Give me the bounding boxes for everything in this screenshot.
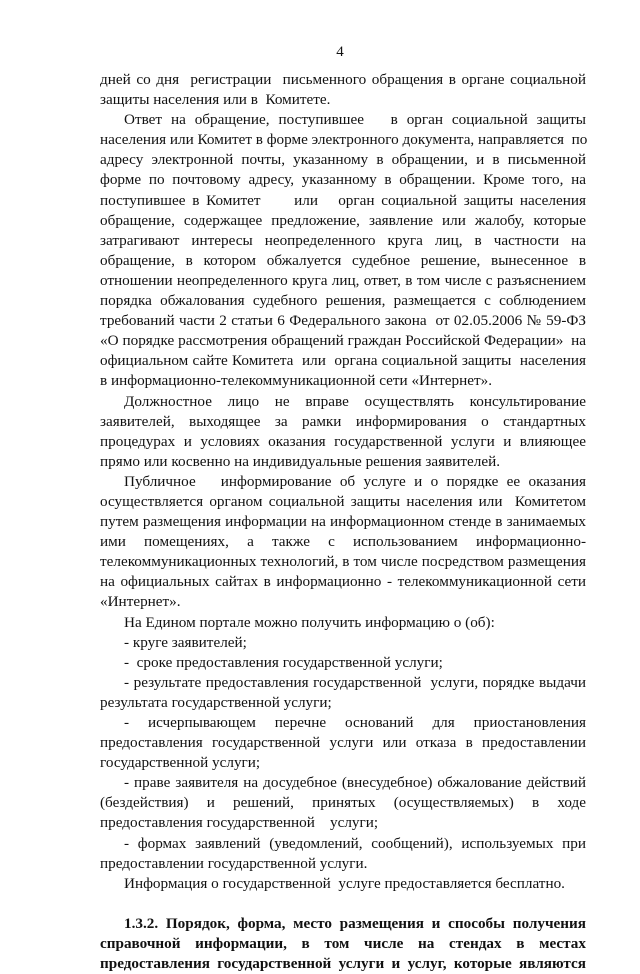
text-line: требований части 2 статьи 6 Федерального закона от 02.05.2006 № 59-ФЗ: [100, 312, 586, 330]
text-line: прямо или косвенно на индивидуальные решения заявителей.: [100, 452, 501, 470]
section-gap: [100, 894, 586, 914]
text-line: предоставления государственной услуги;: [100, 814, 379, 832]
text-line: отношении неопределенного круга лиц, ответ, в том числе с разъяснением: [100, 271, 586, 289]
text-line: - сроке предоставления государственной услуги;: [124, 653, 443, 671]
text-line: 1.3.2. Порядок, форма, место размещения и способы получения: [124, 914, 586, 932]
text-line: государственной услуги;: [100, 754, 261, 772]
text-line: «Интернет».: [100, 593, 181, 611]
text-line: обращение, содержащее предложение, заявление или жалобу, которые: [100, 211, 586, 229]
text-line: предоставления государственной услуги или отказа в предоставлении: [100, 734, 586, 752]
section-heading: [100, 914, 586, 974]
text-line: процедурах и условиях оказания государственной услуги и влияющее: [100, 432, 586, 450]
text-line: справочной информации, в том числе на стендах в местах: [100, 934, 586, 952]
text-line: путем размещения информации на информационном стенде в занимаемых: [100, 513, 586, 531]
text-line: обращение, в котором обжалуется судебное решение, вынесенное в: [100, 251, 586, 269]
text-line: осуществляется органом социальной защиты населения или Комитетом: [100, 492, 586, 510]
text-line: затрагивают интересы неопределенного круга лиц, в частности на: [100, 231, 586, 249]
text-line: Ответ на обращение, поступившее в орган социальной защиты: [124, 111, 586, 129]
body-text: [100, 70, 586, 974]
text-line: ими помещениях, а также с использованием информационно-: [100, 533, 586, 551]
text-line: порядка обжалования судебного решения, размещается с соблюдением: [100, 292, 586, 310]
page-number: 4: [336, 44, 344, 60]
text-line: (бездействия) и решений, принятых (осуществляемых) в ходе: [100, 794, 586, 812]
text-line: результата государственной услуги;: [100, 693, 332, 711]
text-line: На Едином портале можно получить информацию о (об):: [124, 613, 495, 631]
text-line: в информационно-телекоммуникационной сети «Интернет».: [100, 372, 493, 390]
text-line: дней со дня регистрации письменного обращения в органе социальной: [100, 71, 586, 88]
text-line: поступившее в Комитет или орган социальной защиты населения: [100, 191, 586, 209]
text-line: форме по почтовому адресу, указанному в обращении. Кроме того, на: [100, 171, 586, 189]
text-line: адресу электронной почты, указанному в обращении, и в письменной: [100, 151, 586, 169]
text-line: защиты населения или в Комитете.: [100, 91, 331, 109]
text-line: «О порядке рассмотрения обращений граждан Российской Федерации» на: [100, 332, 586, 350]
text-line: населения или Комитет в форме электронного документа, направляется по: [100, 131, 588, 149]
text-line: - праве заявителя на досудебное (внесудебное) обжалование действий: [124, 774, 586, 792]
text-line: - формах заявлений (уведомлений, сообщений), используемых при: [124, 834, 586, 852]
text-line: Должностное лицо не вправе осуществлять консультирование: [124, 392, 586, 410]
text-line: Информация о государственной услуге предоставляется бесплатно.: [124, 874, 565, 892]
text-line: предоставлении государственной услуги.: [100, 854, 368, 872]
text-line: телекоммуникационных технологий, в том числе посредством размещения: [100, 553, 586, 571]
text-line: официальном сайте Комитета или органа социальной защиты населения: [100, 352, 586, 370]
text-line: Публичное информирование об услуге и о порядке ее оказания: [124, 472, 586, 490]
text-line: - результате предоставления государственной услуги, порядке выдачи: [124, 673, 586, 691]
text-line: - круге заявителей;: [124, 633, 247, 651]
text-line: предоставления государственной услуги и услуг, которые являются: [100, 955, 586, 973]
text-line: заявителей, выходящее за рамки информирования о стандартных: [100, 412, 586, 430]
text-line: - исчерпывающем перечне оснований для приостановления: [124, 714, 586, 731]
text-line: на официальных сайтах в информационно - телекоммуникационной сети: [100, 573, 586, 591]
